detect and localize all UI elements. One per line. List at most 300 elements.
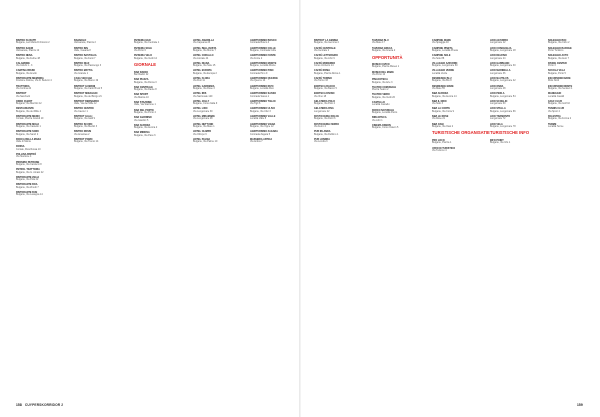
entry-address: Bulgarie, Via Feline 48: [16, 56, 41, 60]
entry-name: HOTEL FLORA: [193, 76, 210, 80]
entry-name: RISTORANTE BOA: [16, 183, 38, 187]
directory-entry: [193, 63, 251, 68]
entry-address: Bulgarie, Via Roma 3: [134, 80, 157, 84]
entry-name: LIDO AZZURRO: [490, 39, 508, 42]
entry-name: CAFFÈ ROMA: [314, 69, 330, 73]
entry-address: Bulgarie, Via Polo 2: [314, 102, 335, 106]
entry-name: BISTROT LA GEMMA: [314, 39, 339, 42]
directory-entry: [372, 94, 430, 99]
entry-address: Via Lungomare 48: [193, 117, 213, 121]
directory-entry: [16, 78, 74, 83]
entry-address: Via Tigli 6: [250, 102, 261, 106]
left-footer: [16, 403, 63, 407]
entry-name: RISTORANTE SORC: [16, 130, 40, 134]
entry-address: Bulgarie, Via Centrale 1: [134, 41, 160, 45]
entry-address: Bulgarie, Via Sanzi 2: [16, 132, 39, 136]
directory-entry: [314, 70, 372, 75]
entry-address: Lungomare 36: [490, 71, 506, 75]
directory-entry: [16, 124, 74, 129]
directory-column: [193, 40, 251, 146]
entry-name: BISTRO NENA: [16, 54, 33, 58]
entry-address: Lungomare 72: [490, 117, 506, 121]
directory-column: [134, 40, 192, 140]
directory-entry: [250, 55, 308, 60]
entry-address: Bulgarie, Via Ulivi 3: [250, 109, 271, 113]
entry-address: Bulgarie, Via Pastrengo 3: [74, 64, 102, 68]
entry-name: PUB IRLANDA: [314, 130, 331, 134]
entry-address: Via Fiori 11: [193, 79, 205, 83]
entry-address: Lungomare 22: [314, 109, 330, 113]
entry-name: RISTORANTE BUE: [16, 190, 38, 194]
directory-entry: [134, 117, 192, 122]
directory-entry: [193, 70, 251, 75]
entry-name: LIDO VELA: [490, 122, 503, 126]
entry-address: Bulgarie, Via Aurora 14: [432, 94, 457, 98]
entry-name: BAR MIMOSA: [134, 131, 150, 135]
entry-address: Bulgarie, Località Pineta: [432, 49, 458, 53]
directory-entry: [490, 140, 548, 145]
directory-entry: [432, 148, 490, 153]
directory-entry: [432, 108, 490, 113]
directory-entry: [314, 63, 372, 68]
entry-address: Via Ferro 4: [314, 124, 326, 128]
entry-name: LIDO GABBIANO: [490, 61, 510, 65]
directory-entry: [490, 40, 548, 45]
directory-entry: [490, 48, 548, 53]
entry-address: Bulgarie, Via dei Mille 4: [16, 109, 41, 113]
entry-name: BAR CENTRALE: [134, 85, 153, 89]
entry-address: Valle, Via dei Mille 12: [74, 102, 97, 106]
entry-address: Bulgarie, Via G. Amato 22: [16, 170, 44, 174]
entry-name: HOTEL GARDENIA: [193, 84, 215, 88]
entry-name: BISTRO MATTIA: [74, 69, 93, 73]
entry-address: Bulgarie, Via Castello 1: [16, 124, 41, 128]
entry-name: BISTRO KAERI: [16, 46, 34, 50]
directory-entry: [74, 40, 132, 45]
entry-name: CAMPING PINETA: [432, 46, 453, 50]
directory-entry: [372, 79, 430, 84]
entry-name: MASSERIA ANTICA: [250, 137, 273, 141]
entry-address: Via Porto 6: [134, 49, 146, 53]
directory-column: [250, 40, 308, 146]
entry-name: CAMPING MARE: [432, 39, 451, 42]
entry-name: BISTROT MIRAGGIO: [74, 92, 98, 96]
entry-name: PASTICCERIA DOLCE: [314, 114, 339, 118]
entry-address: Bulgarie, Laz Maria D'Antonio 2: [16, 41, 50, 45]
entry-address: Bulgarie, Via Ciclo 2: [548, 41, 570, 45]
entry-address: Porto Turistico: [548, 49, 564, 53]
entry-name: CAFFÈ CENTRALE: [314, 46, 336, 50]
entry-name: PIZZERIA EGO: [134, 39, 151, 42]
directory-entry: [16, 86, 74, 91]
entry-address: Località Verde: [432, 71, 448, 75]
entry-address: Bulgarie, Via Medici 3: [74, 124, 98, 128]
entry-address: Via Torino 33: [314, 79, 328, 83]
entry-address: Bulgarie, Piazza 1: [432, 141, 452, 145]
directory-entry: [314, 101, 372, 106]
directory-entry: [490, 116, 548, 121]
entry-name: BISTROT POMO: [74, 137, 93, 141]
directory-entry: [548, 124, 600, 129]
entry-address: Piazza Teatro 2: [372, 88, 389, 92]
entry-name: LIDO CONCHIGLIA: [490, 46, 512, 50]
directory-entry: [250, 139, 308, 144]
entry-address: Via Mare 17: [372, 41, 385, 45]
directory-column: [16, 40, 74, 199]
entry-name: BISTRO CENTRO: [74, 107, 94, 111]
entry-name: HOTEL LIDO: [193, 107, 208, 111]
directory-entry: [432, 86, 490, 91]
entry-address: Bar Radici 22: [134, 73, 149, 77]
directory-entry: [490, 70, 548, 75]
entry-address: Via Marina 10: [134, 95, 149, 99]
entry-address: Via Amantea 2: [74, 132, 90, 136]
entry-name: PROSIBO PETRONE: [16, 160, 40, 164]
directory-entry: [16, 131, 74, 136]
directory-entry: [16, 184, 74, 189]
directory-entry: [250, 63, 308, 68]
entry-name: TEATRO COMUNALE: [372, 85, 397, 89]
directory-entry: [74, 55, 132, 60]
entry-address: Bulgarie, Via Europa 2: [193, 71, 217, 75]
directory-entry: [193, 86, 251, 91]
directory-column: [432, 40, 490, 155]
entry-address: Bulgarie, Via Porto 4: [134, 111, 156, 115]
directory-entry: [490, 108, 548, 113]
directory-entry: [134, 94, 192, 99]
entry-name: LIDO ONDA: [490, 84, 504, 88]
directory-entry: [548, 48, 600, 53]
entry-name: HOTEL CORALLO: [193, 54, 214, 58]
entry-name: RISTORANTE ZELIA: [16, 175, 40, 179]
entry-name: ODDO QUART: [16, 99, 33, 103]
directory-entry: [432, 101, 490, 106]
directory-entry: [490, 93, 548, 98]
entry-name: UFFICIO TURISTICO: [432, 146, 456, 150]
directory-entry: [134, 55, 192, 60]
entry-name: AGRITURISMO COLLE: [250, 46, 276, 50]
entry-name: TRATTORIA: [16, 84, 30, 88]
entry-name: ESCURSIONI MARE: [548, 76, 571, 80]
directory-entry: [432, 40, 490, 45]
category-heading: OPPORTUNITÀ: [372, 54, 403, 60]
directory-entry: [16, 154, 74, 159]
directory-entry: [432, 140, 490, 145]
entry-name: LIDO PERLA: [490, 92, 505, 96]
entry-name: BISTROT: [16, 92, 27, 96]
entry-address: Valmarana, Piazza 2: [74, 41, 96, 45]
directory-entry: [372, 40, 430, 45]
entry-address: Bulgarie, Via Bacco 5: [314, 87, 337, 91]
entry-address: Cortale, Riva Rossa 10: [16, 147, 41, 151]
entry-address: Via Cavour 1: [74, 109, 88, 113]
entry-address: Via Fonte 2: [250, 56, 263, 60]
entry-name: BAGNOLO: [74, 39, 87, 42]
entry-name: HOTEL NETTUNO: [193, 122, 214, 126]
entry-name: BAR PIAZZA: [134, 78, 149, 82]
entry-name: BISTROT GUERINI: [74, 84, 96, 88]
directory-entry: [314, 124, 372, 129]
directory-entry: [548, 108, 600, 113]
entry-address: Bulgarie, Via Sentieri 1: [548, 87, 573, 91]
entry-name: CAFFÈ MODERNO: [314, 61, 336, 65]
entry-name: PINACOTECA: [372, 78, 388, 82]
directory-column: [490, 40, 548, 148]
entry-name: LIDO STELLA: [490, 107, 506, 111]
directory-entry: [250, 101, 308, 106]
entry-name: HOTEL IBIS: [193, 92, 207, 96]
entry-name: BISTROT GALLI: [74, 114, 93, 118]
entry-address: Valmarana, Piazza 12: [16, 49, 40, 53]
entry-name: BAR GIARDINO: [134, 116, 152, 120]
entry-address: Bulgarie, Località Monte: [250, 64, 276, 68]
entry-address: Bulgarie, Via del Borgo 21: [74, 94, 102, 98]
directory-entry: [74, 63, 132, 68]
entry-name: BISTRO BASTIGLIA: [74, 54, 97, 58]
entry-name: RESTAURANTE: [16, 107, 34, 111]
right-footer: [577, 403, 585, 407]
directory-entry: [548, 86, 600, 91]
entry-address: Via Colubi 1 - 3: [16, 64, 33, 68]
directory-entry: [16, 55, 74, 60]
entry-address: Bulgarie, Piazza Roma 1: [314, 71, 341, 75]
directory-entry: [372, 117, 430, 122]
entry-name: TAVERNA GRECA: [372, 46, 393, 50]
entry-name: GELATERIA POLO: [314, 99, 335, 103]
entry-address: Bulgarie, Via Verdi 20: [372, 95, 395, 99]
entry-address: Via Litorale 44: [193, 56, 209, 60]
entry-address: Via Capuana 23: [193, 41, 211, 45]
left-running-title: CUYPERSKORRIDOR 2: [24, 403, 64, 407]
directory-entry: [134, 79, 192, 84]
directory-entry: [432, 116, 490, 121]
entry-address: Via Rose 21: [432, 117, 445, 121]
entry-address: Molo Nord: [548, 79, 560, 83]
directory-entry: [548, 116, 600, 121]
directory-entry: [193, 78, 251, 83]
entry-name: B&B IL NIDO: [432, 99, 447, 103]
entry-name: LIDO NAUTILUS: [490, 76, 509, 80]
entry-name: HOTEL AMARILLA: [193, 39, 215, 42]
directory-entry: [74, 124, 132, 129]
entry-address: Via Antica 7: [250, 140, 263, 144]
directory-entry: [16, 40, 74, 45]
directory-entry: [134, 87, 192, 92]
entry-name: LIDO SCOGLIO: [490, 99, 508, 103]
entry-address: Contrada Zagara 5: [250, 132, 271, 136]
entry-address: Bulgarie, Lungomare 42: [490, 79, 516, 83]
entry-address: Bulgarie, Via Gemma 4: [314, 41, 339, 45]
entry-address: Bulgarie, Porto 5: [548, 71, 566, 75]
entry-address: Lungomare 48: [490, 87, 506, 91]
entry-name: CAMPING SOLE: [432, 54, 451, 58]
directory-entry: [490, 63, 548, 68]
entry-address: Bulgarie, Via Sole 15: [193, 64, 216, 68]
entry-address: Via Nido 3: [432, 102, 443, 106]
directory-entry: [193, 40, 251, 45]
directory-entry: [372, 102, 430, 107]
directory-column: [372, 40, 430, 132]
entry-name: CALAMONE: [16, 61, 30, 65]
entry-name: GELATERIA RIVA: [314, 107, 334, 111]
entry-address: Bulgarie, Via Arte 3: [372, 80, 393, 84]
directory-entry: [16, 93, 74, 98]
entry-address: Bulgarie, Contrada Colle: [250, 49, 277, 53]
entry-address: Bulgarie, Via Fanti 7: [74, 56, 96, 60]
entry-name: AGRITURISMO QUERCE: [250, 76, 278, 80]
category-heading: TURISTISCHE ORGANISATIE: [432, 130, 490, 136]
directory-entry: [548, 101, 600, 106]
right-page-number: 159: [577, 403, 583, 407]
directory-entry: [134, 102, 192, 107]
entry-address: Località Castello: [372, 103, 390, 107]
directory-entry: [314, 40, 372, 45]
directory-entry: [134, 110, 192, 115]
directory-entry: [548, 63, 600, 68]
entry-address: Via Querce 14: [250, 79, 266, 83]
entry-name: PRO LOCO: [432, 138, 445, 142]
directory-entry: [193, 139, 251, 144]
entry-name: PETROL TRATTORIA: [16, 168, 40, 172]
entry-name: PASTICCERIA FERRO: [314, 122, 339, 126]
directory-entry: [250, 48, 308, 53]
directory-entry: [372, 48, 430, 53]
entry-address: Bulgarie, Via Trento 14: [74, 140, 99, 144]
entry-address: Via Londra 3: [314, 140, 328, 144]
directory-column: [314, 40, 372, 146]
directory-entry: [490, 78, 548, 83]
entry-address: Via Centrale 2: [314, 49, 330, 53]
entry-name: PUB LONDRA: [314, 137, 330, 141]
entry-address: Bulgarie, Via Palme 10: [193, 140, 218, 144]
directory-entry: [372, 125, 430, 130]
entry-name: DIVING CENTER: [548, 61, 567, 65]
directory-entry: [432, 48, 490, 53]
entry-name: NOLEGGIO AUTO: [548, 54, 569, 58]
entry-name: INFO POINT: [490, 138, 504, 142]
entry-address: Via Cortina 24: [16, 87, 32, 91]
entry-name: BISTRO FA BATTI: [16, 39, 37, 42]
entry-address: Bulgarie, Via Monte 7: [193, 49, 216, 53]
entry-address: Bulgarie, Corso Odeon 5: [372, 126, 399, 130]
entry-address: Via Porto 12: [372, 73, 386, 77]
directory-entry: [250, 70, 308, 75]
entry-address: Bulgarie, Via Verdi 12: [134, 56, 157, 60]
entry-address: Bulgarie, Lungomare 66: [490, 109, 516, 113]
entry-address: Via Lungomare 30: [193, 109, 213, 113]
entry-address: Via Olimpo 6: [193, 132, 207, 136]
directory-entry: [193, 55, 251, 60]
directory-entry: [193, 48, 251, 53]
entry-name: AGRITURISMO BOSCO: [250, 39, 277, 42]
entry-address: Bulgarie, Via Mazzini 12: [16, 102, 42, 106]
directory-entry: [74, 48, 132, 53]
directory-entry: [432, 55, 490, 60]
entry-name: ENOTECA BACCO: [314, 84, 336, 88]
directory-entry: [490, 55, 548, 60]
entry-address: Bulgarie, Via Aurora 2: [134, 126, 158, 130]
entry-name: HOTEL PALMA: [193, 137, 211, 141]
entry-name: MUSEO CIVICO: [372, 63, 390, 66]
directory-entry: [250, 131, 308, 136]
entry-name: AGRITURISMO PINO: [250, 69, 274, 73]
entry-name: RISTORANTE MOJA: [16, 122, 40, 126]
entry-address: Bulgarie, Lungomare 60: [432, 64, 458, 68]
directory-entry: [314, 139, 372, 144]
entry-name: HOTEL MIRAMARE: [193, 114, 215, 118]
entry-name: AGRITURISMO VIGNA: [250, 122, 276, 126]
entry-name: MANEGGIO: [548, 92, 562, 96]
entry-address: Località Cavalli: [548, 94, 565, 98]
entry-name: AGRITURISMO VALLE: [250, 114, 276, 118]
directory-entry: [134, 125, 192, 130]
entry-name: AGRITURISMO TIGLIO: [250, 99, 276, 103]
entry-name: POLLINA BISTRÒ: [16, 152, 37, 156]
entry-name: BISTRO INN: [74, 46, 88, 50]
entry-address: Bulgarie, Via Zinutti 7: [16, 185, 39, 189]
entry-name: BISTRO ROSSI: [74, 130, 92, 134]
directory-entry: [74, 86, 132, 91]
entry-address: Valle di Monte: [16, 140, 31, 144]
entry-address: Bulgarie, Via Vigne 12: [250, 124, 274, 128]
entry-name: NOLEGGIO BICI: [548, 39, 567, 42]
entry-name: AGRITURISMO FONTE: [250, 54, 276, 58]
entry-address: Bulgarie, Via Galli 9: [74, 117, 95, 121]
entry-address: Contrada Bosco 4: [250, 41, 270, 45]
entry-address: Bulgarie, Località Parco: [372, 111, 398, 115]
directory-entry: [314, 108, 372, 113]
entry-name: PIZZERIA VELO: [134, 54, 152, 58]
directory-entry: [548, 93, 600, 98]
entry-address: Via Sport 4: [548, 109, 560, 113]
entry-name: AGRITURISMO RIVO: [250, 84, 274, 88]
entry-address: Bulgarie, Via Dublino 1: [314, 132, 339, 136]
entry-address: Bulgarie, Via Marco 19: [74, 79, 99, 83]
entry-name: CASA VECCHIA: [74, 76, 93, 80]
directory-entry: [16, 162, 74, 167]
entry-name: CINEMA ODEON: [372, 123, 391, 127]
directory-entry: [372, 72, 430, 77]
directory-entry: [548, 55, 600, 60]
directory-entry: [490, 86, 548, 91]
entry-name: PARCO NATURALE: [372, 108, 395, 112]
directory-entry: [134, 72, 192, 77]
entry-name: RISTORANTE MEMORIA: [16, 76, 44, 80]
directory-entry: [250, 93, 308, 98]
entry-name: NOLEGGIO BARCHE: [548, 46, 572, 50]
directory-entry: [193, 116, 251, 121]
entry-name: HOTEL OLIMPO: [193, 130, 212, 134]
directory-entry: [74, 116, 132, 121]
entry-address: Via Sacchetti: [16, 94, 30, 98]
entry-address: Corso Umberto 14: [314, 64, 334, 68]
entry-name: TEATRO VERDI: [372, 93, 390, 97]
directory-entry: [74, 108, 132, 113]
entry-address: Località Terme: [548, 124, 564, 128]
entry-name: HOTEL BELLAVISTA: [193, 46, 217, 50]
entry-name: AGRITURISMO SASSO: [250, 92, 277, 96]
entry-address: Bulgarie, Via Info 1: [490, 141, 511, 145]
entry-address: Bulgarie, Lungomare 54: [490, 94, 516, 98]
directory-entry: [432, 70, 490, 75]
entry-address: Bulgarie, Lungomare 30: [490, 64, 516, 68]
entry-address: Bulgarie, Via Mare 1: [193, 124, 215, 128]
directory-entry: [193, 131, 251, 136]
directory-entry: [432, 63, 490, 68]
entry-name: RISTORANTE MEDIU: [16, 114, 40, 118]
directory-entry: [314, 48, 372, 53]
directory-entry: [432, 124, 490, 129]
